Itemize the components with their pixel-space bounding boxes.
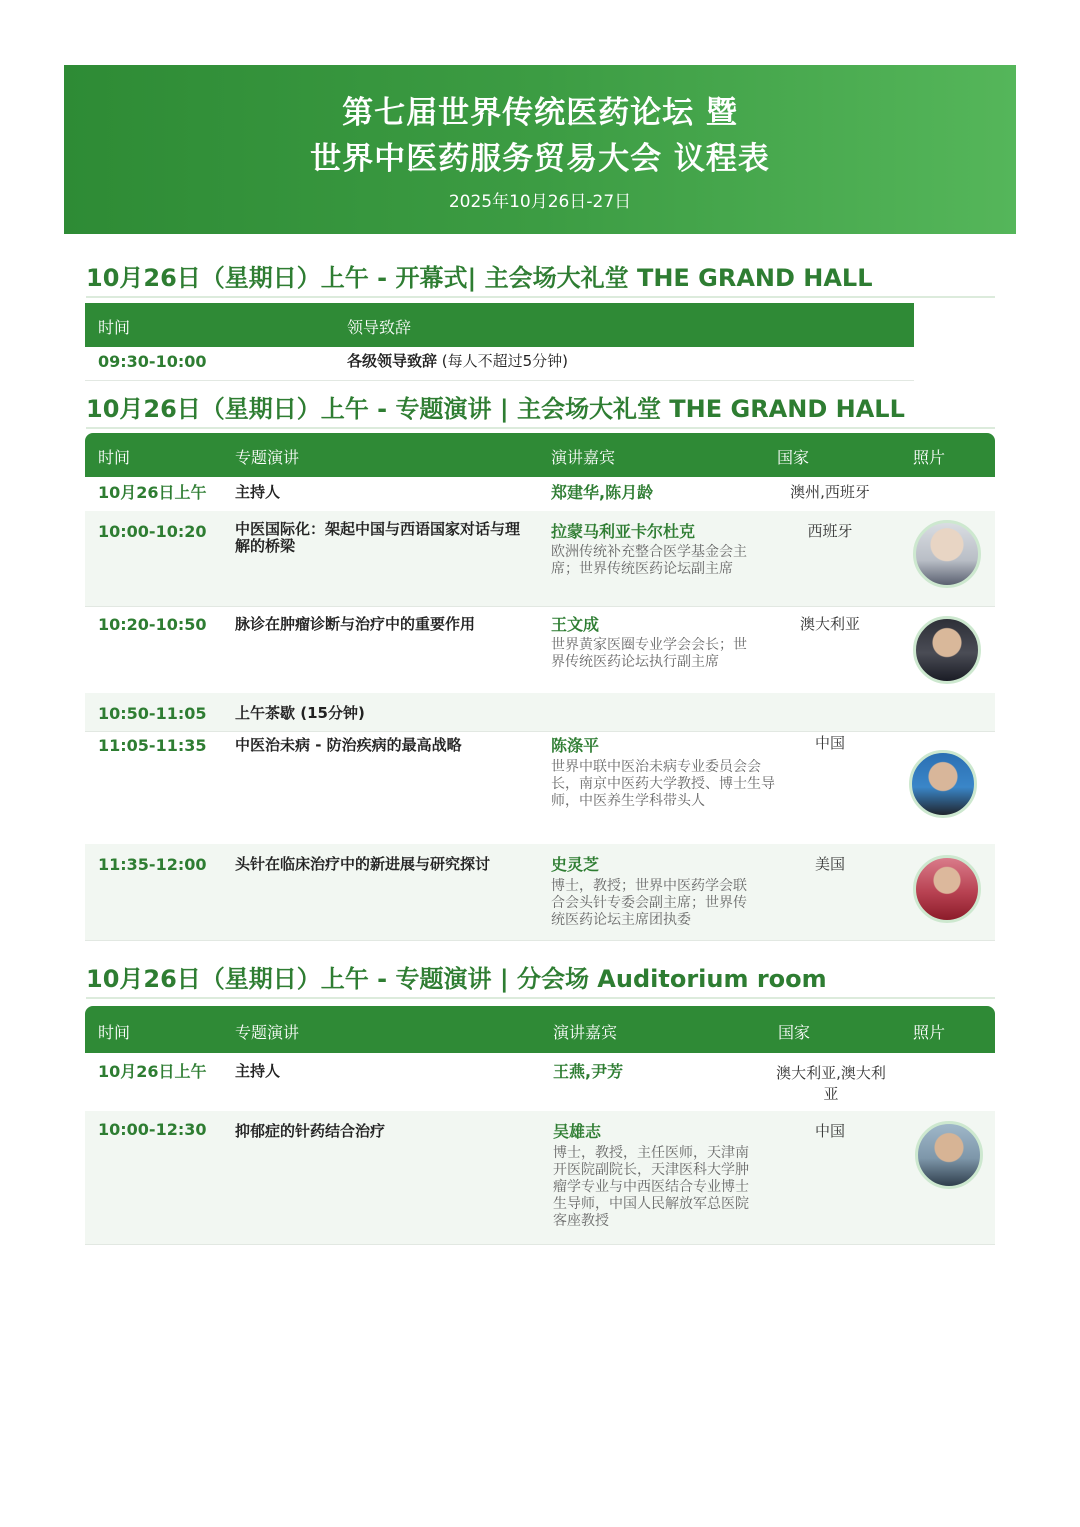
row-time: 10:20-10:50 xyxy=(98,615,207,634)
col-photo: 照片 xyxy=(913,448,946,467)
row-content-note: (每人不超过5分钟) xyxy=(437,352,569,370)
row-country: 澳大利亚,澳大利亚 xyxy=(776,1064,886,1103)
table-header-keynote-main xyxy=(85,433,995,477)
section-title-opening: 10月26日（星期日）上午 - 开幕式| 主会场大礼堂 THE GRAND HALL xyxy=(86,258,995,298)
row-country: 中国 xyxy=(814,1122,845,1140)
row-country: 美国 xyxy=(814,855,845,873)
col-time: 时间 xyxy=(98,318,131,337)
event-date: 2025年10月26日-27日 xyxy=(448,192,632,212)
table-row xyxy=(85,606,995,694)
row-speaker-desc: 博士，教授，主任医师，天津南开医院副院长，天津医科大学肿瘤学专业与中西医结合专业博士生导师，中国人民解放军总医院客座教授 xyxy=(553,1145,749,1229)
row-time: 10月26日上午 xyxy=(98,483,207,502)
row-speaker-desc: 欧洲传统补充整合医学基金会主席；世界传统医药论坛副主席 xyxy=(551,544,747,577)
row-topic: 中医国际化：架起中国与西语国家对话与理解的桥梁 xyxy=(235,520,521,555)
col-topic: 专题演讲 xyxy=(235,1023,300,1042)
speaker-portrait-icon xyxy=(913,616,981,684)
col-speaker: 演讲嘉宾 xyxy=(551,448,616,467)
row-speaker-desc: 博士，教授；世界中医药学会联合会头针专委会副主席；世界传统医药论坛主席团执委 xyxy=(551,878,747,928)
row-time: 11:05-11:35 xyxy=(98,736,207,755)
page-title-line2: 世界中医药服务贸易大会 议程表 xyxy=(310,141,770,177)
row-country: 澳大利亚 xyxy=(799,615,860,633)
table-row-host xyxy=(85,477,995,512)
row-time: 10:00-12:30 xyxy=(98,1120,207,1139)
col-time: 时间 xyxy=(98,1023,131,1042)
row-topic: 主持人 xyxy=(235,1062,281,1080)
row-topic: 中医治未病 - 防治疾病的最高战略 xyxy=(235,736,462,754)
table-row-break xyxy=(85,693,995,732)
table-row xyxy=(85,511,995,607)
row-speaker: 郑建华,陈月龄 xyxy=(551,483,654,502)
section-title-keynote-main: 10月26日（星期日）上午 - 专题演讲 | 主会场大礼堂 THE GRAND HALL xyxy=(86,389,995,429)
row-topic: 头针在临床治疗中的新进展与研究探讨 xyxy=(235,855,491,873)
row-topic: 主持人 xyxy=(235,483,281,501)
col-topic: 专题演讲 xyxy=(235,448,300,467)
row-speaker: 陈涤平 xyxy=(551,736,600,755)
row-country: 西班牙 xyxy=(807,522,853,540)
row-country: 中国 xyxy=(814,734,845,752)
table-header-opening xyxy=(85,303,914,347)
table-row xyxy=(85,731,995,845)
row-speaker: 吴雄志 xyxy=(553,1122,602,1141)
speaker-portrait-icon xyxy=(909,750,977,818)
table-row-host xyxy=(85,1053,995,1112)
page-header xyxy=(64,65,1016,234)
speaker-portrait-icon xyxy=(915,1121,983,1189)
row-content-bold: 各级领导致辞 xyxy=(347,352,438,370)
break-label: 上午茶歇 (15分钟) xyxy=(235,704,365,722)
row-speaker: 王文成 xyxy=(551,615,600,634)
row-time: 09:30-10:00 xyxy=(98,352,207,371)
row-speaker: 王燕,尹芳 xyxy=(553,1062,624,1081)
page-title-line1: 第七届世界传统医药论坛 暨 xyxy=(342,95,738,131)
row-topic: 脉诊在肿瘤诊断与治疗中的重要作用 xyxy=(235,615,476,633)
speaker-portrait-icon xyxy=(913,520,981,588)
break-time: 10:50-11:05 xyxy=(98,704,207,723)
row-speaker-desc: 世界中联中医治未病专业委员会会长，南京中医药大学教授、博士生导师，中医养生学科带头人 xyxy=(551,759,775,809)
col-speaker: 演讲嘉宾 xyxy=(553,1023,618,1042)
row-time: 11:35-12:00 xyxy=(98,855,207,874)
table-row xyxy=(85,347,914,381)
row-time: 10月26日上午 xyxy=(98,1062,207,1081)
row-country: 澳州,西班牙 xyxy=(790,483,870,501)
table-row xyxy=(85,844,995,941)
row-speaker-desc: 世界黄家医圈专业学会会长；世界传统医药论坛执行副主席 xyxy=(551,637,747,670)
table-header-keynote-auditorium xyxy=(85,1006,995,1053)
table-row xyxy=(85,1111,995,1245)
row-topic: 抑郁症的针药结合治疗 xyxy=(235,1122,386,1140)
col-time: 时间 xyxy=(98,448,131,467)
col-photo: 照片 xyxy=(913,1023,946,1042)
row-time: 10:00-10:20 xyxy=(98,522,207,541)
col-country: 国家 xyxy=(777,448,810,467)
row-speaker: 拉蒙马利亚卡尔杜克 xyxy=(551,522,696,541)
row-content xyxy=(347,353,568,370)
section-title-keynote-auditorium: 10月26日（星期日）上午 - 专题演讲 | 分会场 Auditorium room xyxy=(86,959,995,999)
speaker-portrait-icon xyxy=(913,855,981,923)
row-speaker: 史灵芝 xyxy=(551,855,600,874)
col-country: 国家 xyxy=(778,1023,811,1042)
col-content: 领导致辞 xyxy=(347,318,412,337)
